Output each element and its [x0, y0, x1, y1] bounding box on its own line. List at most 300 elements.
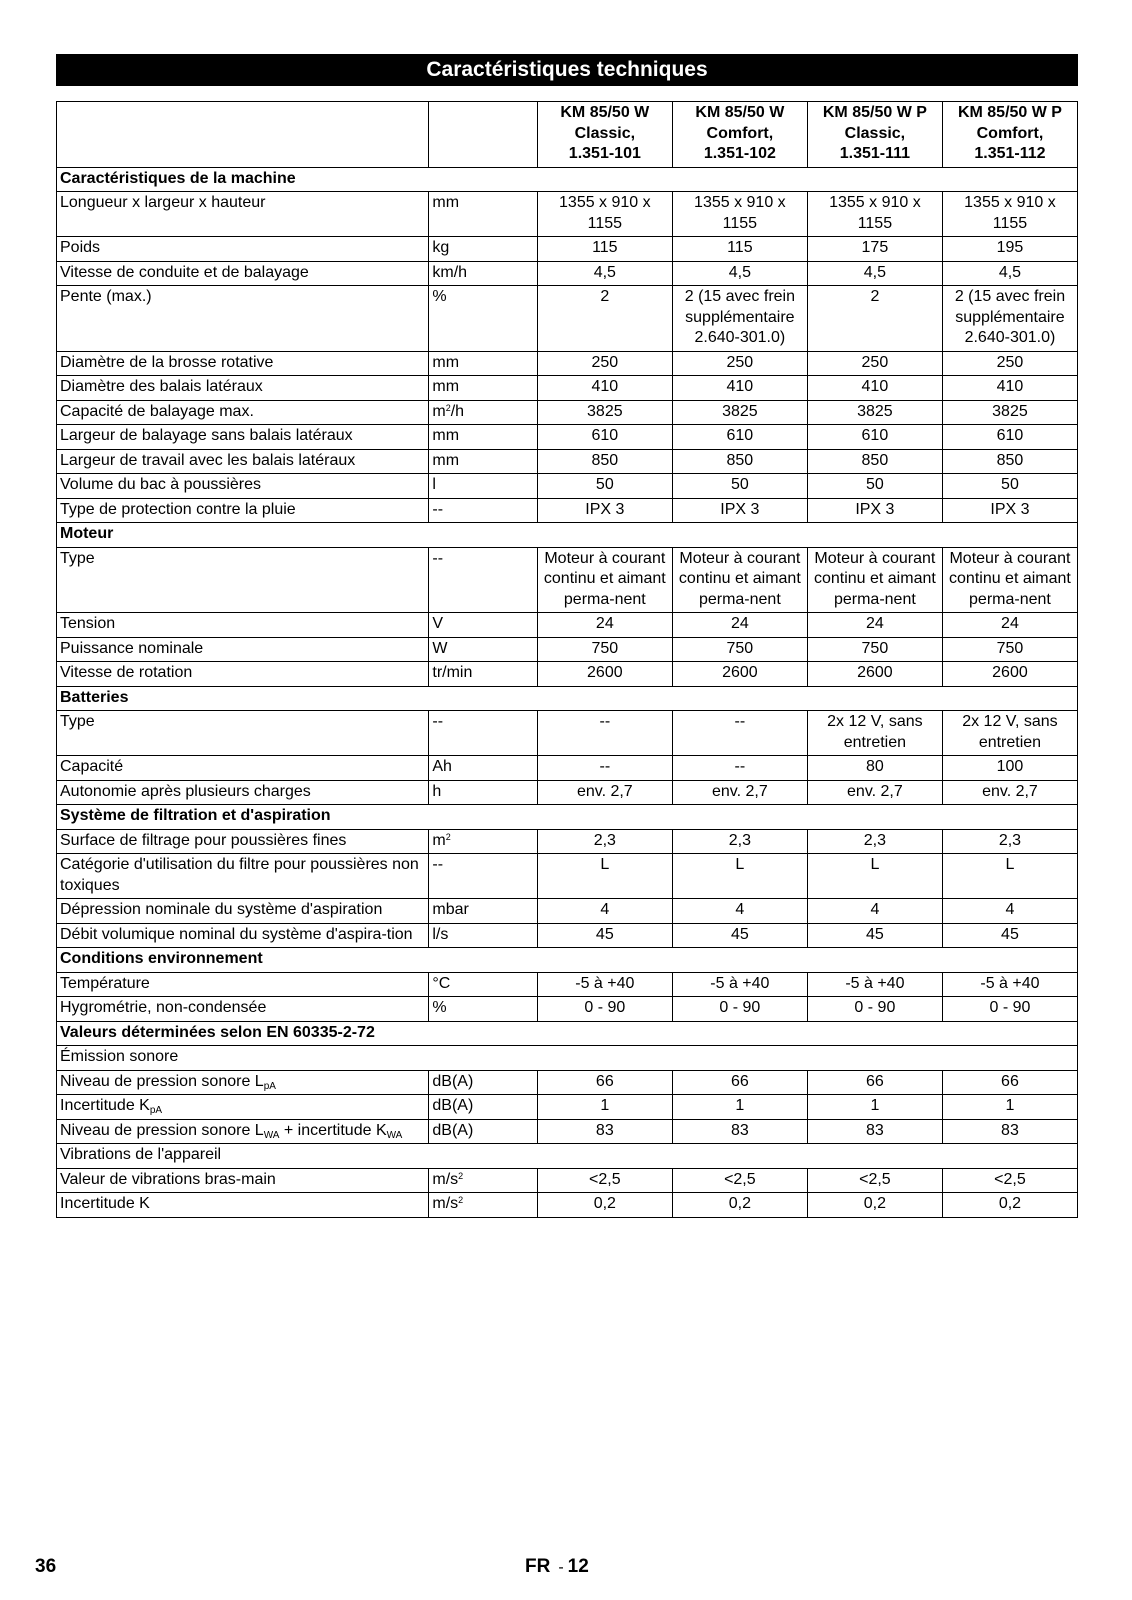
unit-text: tr/min	[432, 664, 473, 681]
value-cell: 850	[537, 449, 672, 474]
unit-text: Ah	[432, 758, 452, 775]
value-cell: 2600	[807, 662, 942, 687]
table-row	[57, 449, 1078, 474]
value-cell: 3825	[672, 400, 807, 425]
value-cell: 24	[537, 613, 672, 638]
unit-text: l	[432, 476, 436, 493]
row-unit	[429, 711, 537, 756]
value-cell: 3825	[942, 400, 1077, 425]
row-unit	[429, 780, 537, 805]
table-row	[57, 237, 1078, 262]
value-cell: 0 - 90	[807, 997, 942, 1022]
unit-text: --	[432, 713, 444, 730]
value-cell: 1355 x 910 x 1155	[537, 192, 672, 237]
value-cell: 66	[672, 1070, 807, 1095]
value-cell: --	[672, 756, 807, 781]
table-row	[57, 780, 1078, 805]
unit-text: h	[432, 782, 442, 800]
value-cell: env. 2,7	[807, 780, 942, 805]
row-label-text: Vitesse de conduite et de balayage	[60, 263, 309, 281]
value-cell: L	[672, 854, 807, 899]
section-page-number: 12	[567, 1556, 589, 1577]
superscript: 2	[445, 831, 451, 842]
row-unit	[429, 400, 537, 425]
value-cell: 750	[942, 637, 1077, 662]
row-label-text: Niveau de pression sonore L	[60, 1121, 264, 1139]
value-cell: 4	[672, 899, 807, 924]
value-cell: --	[537, 711, 672, 756]
row-unit	[429, 854, 537, 899]
row-unit	[429, 972, 537, 997]
value-cell: 610	[942, 425, 1077, 450]
subscript: WA	[386, 1129, 403, 1141]
table-row	[57, 972, 1078, 997]
row-label	[57, 400, 429, 425]
row-unit	[429, 637, 537, 662]
value-cell: 1	[672, 1095, 807, 1120]
unit-text: km/h	[432, 263, 468, 281]
value-cell: -5 à +40	[537, 972, 672, 997]
row-unit	[429, 997, 537, 1022]
value-cell: 850	[807, 449, 942, 474]
row-label-text: Tension	[60, 615, 116, 632]
subheader-row	[57, 1046, 1078, 1071]
value-cell: 1355 x 910 x 1155	[807, 192, 942, 237]
value-cell: 0,2	[672, 1193, 807, 1218]
row-label-text: Incertitude K	[60, 1097, 150, 1114]
value-cell: L	[537, 854, 672, 899]
value-cell: Moteur à courant continu et aimant perma-nent	[807, 547, 942, 613]
value-cell: 0,2	[942, 1193, 1077, 1218]
unit-text: mbar	[432, 901, 469, 918]
table-row	[57, 547, 1078, 613]
value-cell: 1	[942, 1095, 1077, 1120]
value-cell: 2600	[672, 662, 807, 687]
row-label-text: Incertitude K	[60, 1195, 150, 1212]
row-label-text: Pente (max.)	[60, 288, 152, 305]
column-header: KM 85/50 W P Comfort, 1.351-112	[942, 102, 1077, 168]
value-cell: IPX 3	[672, 498, 807, 523]
value-cell: <2,5	[537, 1168, 672, 1193]
value-cell: L	[942, 854, 1077, 899]
value-cell: 66	[807, 1070, 942, 1095]
value-cell: 1355 x 910 x 1155	[672, 192, 807, 237]
value-cell: -5 à +40	[807, 972, 942, 997]
unit-text: W	[432, 639, 448, 657]
row-unit	[429, 1193, 537, 1218]
language-code: FR	[525, 1556, 551, 1577]
subscript: pA	[149, 1105, 163, 1116]
value-cell: 850	[942, 449, 1077, 474]
row-label	[57, 498, 429, 523]
row-unit	[429, 1095, 537, 1120]
row-unit	[429, 829, 537, 854]
unit-text: mm	[432, 353, 460, 371]
unit-text: --	[432, 549, 444, 567]
section-title: Système de filtration et d'aspiration	[57, 805, 1078, 830]
value-cell: 610	[807, 425, 942, 450]
table-row	[57, 1119, 1078, 1144]
row-label	[57, 425, 429, 450]
value-cell: 750	[537, 637, 672, 662]
section-title: Conditions environnement	[57, 948, 1078, 973]
row-label	[57, 756, 429, 781]
row-unit	[429, 923, 537, 948]
value-cell: 45	[537, 923, 672, 948]
value-cell: 83	[672, 1119, 807, 1144]
row-unit	[429, 899, 537, 924]
row-label-text: + incertitude K	[279, 1121, 387, 1139]
value-cell: 250	[807, 351, 942, 376]
value-cell: 50	[672, 474, 807, 499]
unit-text: °C	[432, 974, 451, 992]
row-unit	[429, 237, 537, 262]
row-unit	[429, 351, 537, 376]
row-label-text: Largeur de travail avec les balais latéraux	[60, 451, 356, 469]
footer-dash: -	[558, 1559, 564, 1576]
value-cell: 0,2	[537, 1193, 672, 1218]
unit-text: m/s	[432, 1195, 459, 1212]
row-label	[57, 192, 429, 237]
section-row	[57, 686, 1078, 711]
value-cell: 2x 12 V, sans entretien	[942, 711, 1077, 756]
value-cell: 2 (15 avec frein supplémentaire 2.640-301.0)	[942, 286, 1077, 352]
row-unit	[429, 261, 537, 286]
value-cell: Moteur à courant continu et aimant perma-nent	[672, 547, 807, 613]
table-row	[57, 474, 1078, 499]
value-cell: 2,3	[942, 829, 1077, 854]
value-cell: 410	[537, 376, 672, 401]
row-unit	[429, 1168, 537, 1193]
section-title: Moteur	[57, 523, 1078, 548]
table-row	[57, 1193, 1078, 1218]
value-cell: 3825	[807, 400, 942, 425]
table-row	[57, 923, 1078, 948]
row-label	[57, 997, 429, 1022]
row-unit	[429, 474, 537, 499]
row-label	[57, 829, 429, 854]
row-unit	[429, 613, 537, 638]
value-cell: 0 - 90	[942, 997, 1077, 1022]
table-row	[57, 899, 1078, 924]
value-cell: 4,5	[672, 261, 807, 286]
row-label	[57, 1119, 429, 1144]
unit-text: %	[432, 999, 447, 1016]
row-label-text: Capacité de balayage max.	[60, 402, 254, 420]
row-label-text: Volume du bac à poussières	[60, 476, 262, 493]
value-cell: 0 - 90	[537, 997, 672, 1022]
table-row	[57, 829, 1078, 854]
row-unit	[429, 286, 537, 352]
row-label-text: Catégorie d'utilisation du filtre pour poussières non toxiques	[60, 856, 419, 894]
row-label-text: Poids	[60, 239, 101, 256]
unit-text: %	[432, 288, 447, 305]
section-row	[57, 948, 1078, 973]
unit-text: V	[432, 615, 444, 632]
row-label	[57, 261, 429, 286]
table-header-row	[57, 102, 1078, 168]
row-unit	[429, 547, 537, 613]
row-label-text: Type de protection contre la pluie	[60, 500, 296, 518]
unit-text: m/s	[432, 1170, 459, 1188]
table-row	[57, 711, 1078, 756]
unit-text: m	[432, 831, 446, 849]
specifications-table	[56, 101, 1078, 1218]
value-cell: 250	[942, 351, 1077, 376]
value-cell: 750	[672, 637, 807, 662]
row-label	[57, 613, 429, 638]
row-label-text: Puissance nominale	[60, 639, 204, 657]
value-cell: 1355 x 910 x 1155	[942, 192, 1077, 237]
row-label-text: Type	[60, 713, 95, 730]
row-label-text: Type	[60, 549, 95, 567]
row-label	[57, 237, 429, 262]
row-unit	[429, 192, 537, 237]
value-cell: 66	[537, 1070, 672, 1095]
table-row	[57, 1070, 1078, 1095]
row-label-text: Surface de filtrage pour poussières fines	[60, 831, 347, 849]
value-cell: env. 2,7	[942, 780, 1077, 805]
unit-text: mm	[432, 451, 460, 469]
value-cell: 2	[807, 286, 942, 352]
value-cell: 83	[807, 1119, 942, 1144]
row-label	[57, 1095, 429, 1120]
value-cell: 45	[942, 923, 1077, 948]
value-cell: 2 (15 avec frein supplémentaire 2.640-301.0)	[672, 286, 807, 352]
table-row	[57, 756, 1078, 781]
value-cell: 100	[942, 756, 1077, 781]
row-label-text: Niveau de pression sonore L	[60, 1072, 264, 1090]
row-label-text: Valeur de vibrations bras-main	[60, 1170, 276, 1188]
table-row	[57, 854, 1078, 899]
value-cell: 250	[537, 351, 672, 376]
value-cell: 24	[942, 613, 1077, 638]
table-row	[57, 376, 1078, 401]
row-label-text: Largeur de balayage sans balais latéraux	[60, 427, 353, 444]
row-label	[57, 1193, 429, 1218]
header-label-cell	[57, 102, 429, 168]
subheader-title: Émission sonore	[57, 1046, 1078, 1071]
section-row	[57, 805, 1078, 830]
value-cell: 45	[672, 923, 807, 948]
row-unit	[429, 425, 537, 450]
section-page-ref	[525, 1556, 589, 1578]
row-label	[57, 637, 429, 662]
value-cell: 50	[942, 474, 1077, 499]
subheader-row	[57, 1144, 1078, 1169]
value-cell: 610	[537, 425, 672, 450]
value-cell: 2600	[942, 662, 1077, 687]
value-cell: 24	[672, 613, 807, 638]
row-label	[57, 662, 429, 687]
unit-text: mm	[432, 378, 460, 395]
row-label	[57, 351, 429, 376]
row-label-text: Autonomie après plusieurs charges	[60, 782, 311, 800]
value-cell: 250	[672, 351, 807, 376]
value-cell: 83	[537, 1119, 672, 1144]
table-row	[57, 997, 1078, 1022]
row-label-text: Dépression nominale du système d'aspiration	[60, 901, 383, 918]
value-cell: 4	[942, 899, 1077, 924]
unit-text: mm	[432, 427, 460, 444]
row-label-text: Vitesse de rotation	[60, 664, 193, 681]
unit-text: dB(A)	[432, 1097, 474, 1114]
value-cell: IPX 3	[942, 498, 1077, 523]
unit-text: --	[432, 856, 444, 873]
row-label-text: Diamètre des balais latéraux	[60, 378, 263, 395]
row-unit	[429, 1070, 537, 1095]
value-cell: 850	[672, 449, 807, 474]
row-label	[57, 711, 429, 756]
value-cell: L	[807, 854, 942, 899]
page-number: 36	[35, 1556, 57, 1577]
unit-text: kg	[432, 239, 450, 256]
subscript: pA	[263, 1080, 276, 1092]
row-label-text: Hygrométrie, non-condensée	[60, 999, 267, 1016]
value-cell: 1	[537, 1095, 672, 1120]
unit-text: m	[432, 402, 446, 420]
unit-text: l/s	[432, 925, 449, 943]
page-title: Caractéristiques techniques	[56, 54, 1078, 86]
value-cell: 3825	[537, 400, 672, 425]
value-cell: 2,3	[537, 829, 672, 854]
row-unit	[429, 662, 537, 687]
section-row	[57, 523, 1078, 548]
table-row	[57, 637, 1078, 662]
value-cell: 410	[672, 376, 807, 401]
row-label	[57, 474, 429, 499]
value-cell: -5 à +40	[672, 972, 807, 997]
unit-text: --	[432, 500, 444, 518]
value-cell: 45	[807, 923, 942, 948]
row-label-text: Diamètre de la brosse rotative	[60, 353, 274, 371]
row-label	[57, 972, 429, 997]
value-cell: IPX 3	[807, 498, 942, 523]
row-label	[57, 923, 429, 948]
row-label-text: Débit volumique nominal du système d'aspira-tion	[60, 925, 413, 943]
value-cell: 750	[807, 637, 942, 662]
column-header: KM 85/50 W P Classic, 1.351-111	[807, 102, 942, 168]
value-cell: 410	[807, 376, 942, 401]
table-row	[57, 261, 1078, 286]
value-cell: 410	[942, 376, 1077, 401]
value-cell: 0,2	[807, 1193, 942, 1218]
table-row	[57, 1168, 1078, 1193]
value-cell: 610	[672, 425, 807, 450]
value-cell: env. 2,7	[672, 780, 807, 805]
value-cell: 83	[942, 1119, 1077, 1144]
value-cell: --	[537, 756, 672, 781]
table-row	[57, 1095, 1078, 1120]
value-cell: 4	[807, 899, 942, 924]
value-cell: env. 2,7	[537, 780, 672, 805]
value-cell: Moteur à courant continu et aimant perma-nent	[942, 547, 1077, 613]
row-label	[57, 286, 429, 352]
row-label	[57, 1070, 429, 1095]
table-row	[57, 662, 1078, 687]
superscript: 2	[458, 1195, 464, 1205]
unit-text: /h	[450, 402, 465, 420]
unit-text: dB(A)	[432, 1072, 474, 1090]
value-cell: 24	[807, 613, 942, 638]
column-header: KM 85/50 W Classic, 1.351-101	[537, 102, 672, 168]
unit-text: mm	[432, 194, 460, 211]
table-row	[57, 286, 1078, 352]
value-cell: 66	[942, 1070, 1077, 1095]
value-cell: --	[672, 711, 807, 756]
table-row	[57, 400, 1078, 425]
section-title: Caractéristiques de la machine	[57, 167, 1078, 192]
value-cell: 80	[807, 756, 942, 781]
row-unit	[429, 756, 537, 781]
value-cell: 115	[672, 237, 807, 262]
subscript: WA	[263, 1129, 280, 1141]
section-row	[57, 1021, 1078, 1046]
value-cell: 4	[537, 899, 672, 924]
table-row	[57, 351, 1078, 376]
row-label	[57, 899, 429, 924]
superscript: 2	[445, 402, 451, 413]
section-title: Batteries	[57, 686, 1078, 711]
value-cell: 2	[537, 286, 672, 352]
column-header: KM 85/50 W Comfort, 1.351-102	[672, 102, 807, 168]
value-cell: 175	[807, 237, 942, 262]
table-row	[57, 613, 1078, 638]
row-unit	[429, 449, 537, 474]
value-cell: <2,5	[942, 1168, 1077, 1193]
value-cell: <2,5	[672, 1168, 807, 1193]
table-row	[57, 498, 1078, 523]
value-cell: 2600	[537, 662, 672, 687]
section-title: Valeurs déterminées selon EN 60335-2-72	[57, 1021, 1078, 1046]
row-label	[57, 376, 429, 401]
value-cell: 4,5	[807, 261, 942, 286]
value-cell: -5 à +40	[942, 972, 1077, 997]
table-row	[57, 425, 1078, 450]
value-cell: 195	[942, 237, 1077, 262]
table-row	[57, 192, 1078, 237]
header-unit-cell	[429, 102, 537, 168]
value-cell: 50	[537, 474, 672, 499]
value-cell: 0 - 90	[672, 997, 807, 1022]
value-cell: 2,3	[672, 829, 807, 854]
row-label-text: Température	[60, 974, 150, 992]
row-label	[57, 854, 429, 899]
value-cell: 115	[537, 237, 672, 262]
value-cell: 50	[807, 474, 942, 499]
row-unit	[429, 1119, 537, 1144]
row-unit	[429, 376, 537, 401]
value-cell: Moteur à courant continu et aimant perma-nent	[537, 547, 672, 613]
value-cell: 2x 12 V, sans entretien	[807, 711, 942, 756]
row-label-text: Capacité	[60, 758, 124, 775]
superscript: 2	[458, 1170, 464, 1181]
value-cell: 2,3	[807, 829, 942, 854]
subheader-title: Vibrations de l'appareil	[57, 1144, 1078, 1169]
row-label	[57, 780, 429, 805]
row-label-text: Longueur x largeur x hauteur	[60, 194, 266, 211]
value-cell: <2,5	[807, 1168, 942, 1193]
row-unit	[429, 498, 537, 523]
value-cell: 4,5	[942, 261, 1077, 286]
value-cell: IPX 3	[537, 498, 672, 523]
value-cell: 1	[807, 1095, 942, 1120]
value-cell: 4,5	[537, 261, 672, 286]
unit-text: dB(A)	[432, 1121, 474, 1139]
section-row	[57, 167, 1078, 192]
row-label	[57, 1168, 429, 1193]
row-label	[57, 449, 429, 474]
